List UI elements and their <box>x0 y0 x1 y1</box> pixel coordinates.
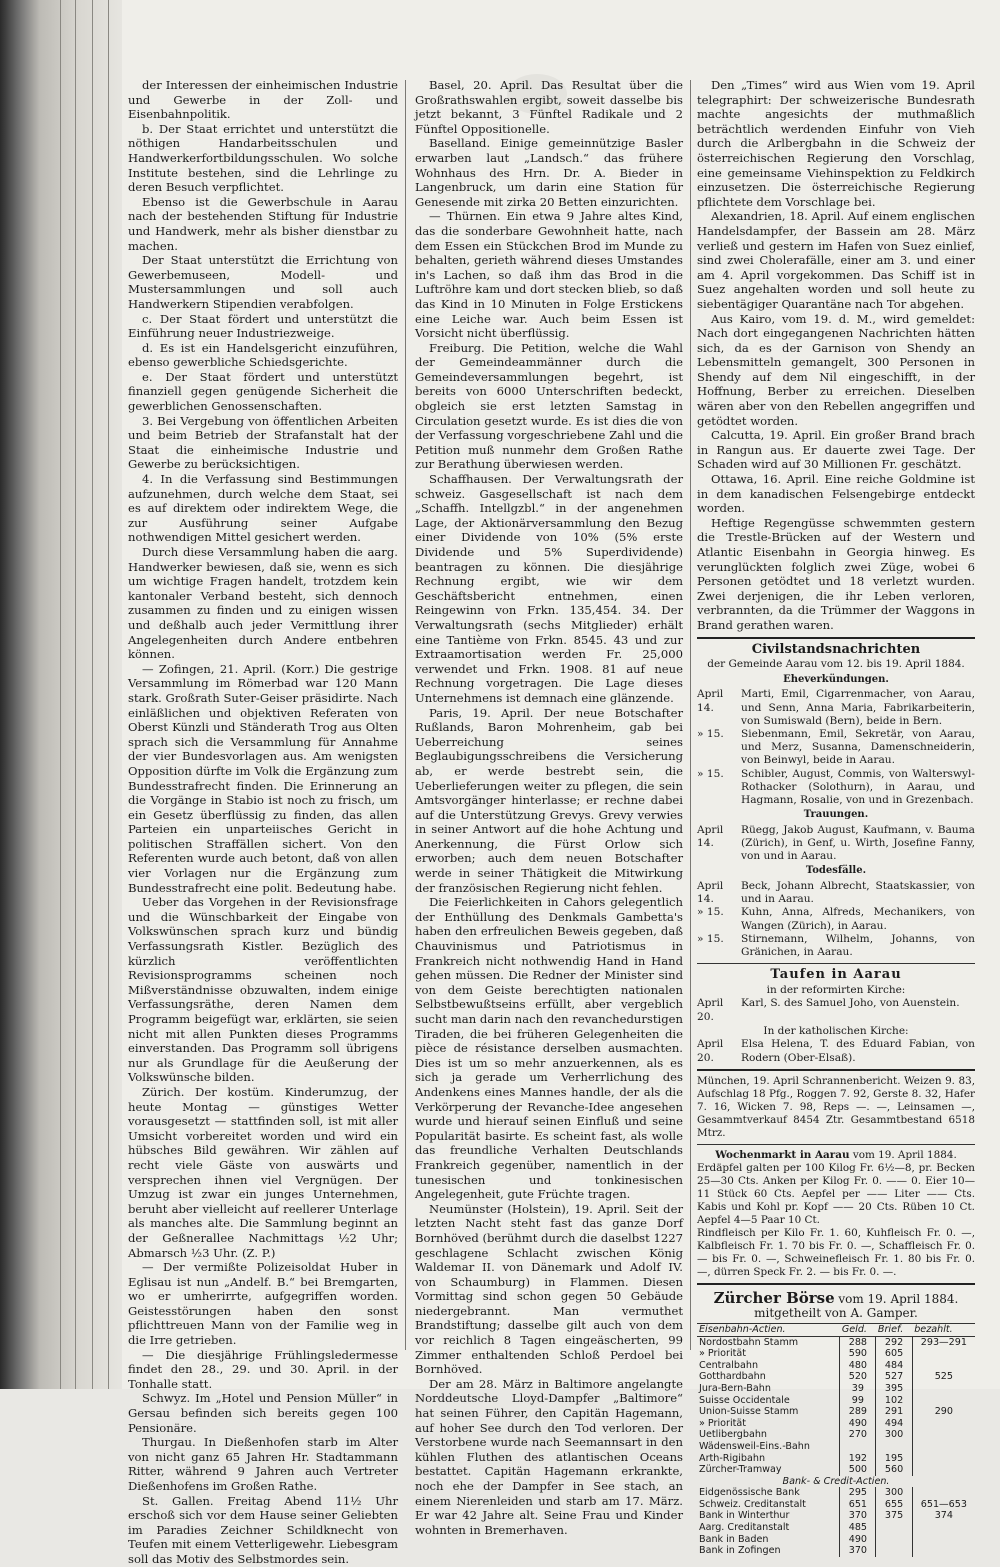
register-entry: April 14. Rüegg, Jakob August, Kaufmann, v. Bauma (Zürich), in Genf, u. Wirth, Josefine Fanny, von und in Aarau. <box>697 823 975 863</box>
table-row: Wädensweil-Eins.-Bahn <box>697 1441 975 1453</box>
article-paragraph: Aus Kairo, vom 19. d. M., wird gemeldet: Nach dort eingegangenen Nachrichten hätten sich, da es der Garnison von Shendy an Lebensmitteln gemangelt, 300 Personen in Shendy auf dem Nil eingeschifft, in der Hoffnung, Berber zu erreichen. Dieselben wären aber von den Rebellen angegriffen und getödtet worden. <box>697 311 975 428</box>
taufen-entry: April 20. Elsa Helena, T. des Eduard Fabian, von Rodern (Ober-Elsaß). <box>697 1038 975 1064</box>
divider <box>697 637 975 639</box>
wochenmarkt-text: Erdäpfel galten per 100 Kilog Fr. 6½—8, pr. Becken 25—30 Cts. Anken per Kilog Fr. 0. —— 0. Eier 10—11 Stück 60 Cts. Aepfel per —— Liter —— Cts. Kabis und Kohl pr. Kopf —— 20 Cts. Rüben 10 Ct. Aepfel 4—5 Paar 10 Ct. <box>697 1161 975 1226</box>
table-row: Gotthardbahn 520 527 525 <box>697 1371 975 1383</box>
table-row: Bank in Zofingen 370 <box>697 1545 975 1557</box>
article-paragraph: Der Staat unterstützt die Errichtung von Gewerbemuseen, Modell- und Mustersammlungen und soll auch Handwerkern Stipendien verabfolgen. <box>128 253 398 311</box>
boerse-column-header: Geld. <box>840 1323 876 1336</box>
article-paragraph: Zürich. Der kostüm. Kinderumzug, der heute Montag — günstiges Wetter vorausgesetzt — stattfinden soll, ist mit aller Umsicht vorbereitet worden und wird ein hübsches Bild gewähren. Wir zählen auf recht viele Gäste von auswärts und versprechen ihnen viel Vergnügen. Der Umzug ist zwar ein junges Unternehmen, beruht aber vielleicht auf reellerer Unterlage als manches alte. Die Sammlung beginnt an der Geßnerallee Nachmittags ½2 Uhr; Abmarsch ½3 Uhr. (Z. P.) <box>128 1084 398 1260</box>
table-row: Schweiz. Creditanstalt 651 655 651—653 <box>697 1499 975 1511</box>
table-row: » Priorität 590 605 <box>697 1348 975 1360</box>
boerse-table <box>697 1323 975 1557</box>
boerse-title: Zürcher Börse <box>713 1288 835 1307</box>
table-row: Eidgenössische Bank 295 300 <box>697 1487 975 1499</box>
wochenmarkt: Wochenmarkt in Aarau vom 19. April 1884. Erdäpfel galten per 100 Kilog Fr. 6½—8, pr. Becken 25—30 Cts. Anken per Kilog Fr. 0. —— 0. Eier 10—11 Stück 60 Cts. Aepfel per —— Liter —— Cts. Kabis und Kohl pr. Kopf —— 20 Cts. Rüben 10 Ct. Aepfel 4—5 Paar 10 Ct. Rindfleisch per Kilo Fr. 1. 60, Kuhfleisch Fr. 0. —, Kalbfleisch Fr. 1. 70 bis Fr. 0. —, Schaffleisch Fr. 0. — bis Fr. 0. —, Schweinefleisch Fr. 1. 80 bis Fr. 0. —, dürren Speck Fr. 2. — bis Fr. 0. —. <box>697 1148 975 1278</box>
article-paragraph: Alexandrien, 18. April. Auf einem englischen Handelsdampfer, der Bassein am 28. März verließ und gestern im Hafen von Suez einlief, sind zwei Cholerafälle, einer am 3. und einer am 4. April vorgekommen. Das Schiff ist in Suez angehalten worden und soll heute zu siebentägiger Quarantäne nach Tor abgehen. <box>697 209 975 311</box>
civil-title: Civilstandsnachrichten <box>751 641 921 657</box>
article-paragraph: Ottawa, 16. April. Eine reiche Goldmine ist in dem kanadischen Felsengebirge entdeckt worden. <box>697 472 975 516</box>
table-row: Centralbahn 480 484 <box>697 1360 975 1372</box>
article-paragraph: — Die diesjährige Frühlingsledermesse findet den 28., 29. und 30. April. in der Tonhalle statt. <box>128 1347 398 1391</box>
taufen-ref: in der reformirten Kirche: <box>766 983 906 996</box>
civil-subtitle: der Gemeinde Aarau vom 12. bis 19. April 1884. <box>707 658 965 671</box>
boerse-by: mitgetheilt von A. Gamper. <box>754 1306 918 1321</box>
article-paragraph: Thurgau. In Dießenhofen starb im Alter von nicht ganz 65 Jahren Hr. Stadtammann Ritter, während 9 Jahren auch Vertreter Dießenhofens im Großen Rathe. <box>128 1435 398 1493</box>
column-1 <box>128 78 398 1567</box>
article-paragraph: d. Es ist ein Handelsgericht einzuführen, ebenso gewerbliche Schiedsgerichte. <box>128 340 398 370</box>
table-row: Bank in Winterthur 370 375 374 <box>697 1510 975 1522</box>
table-row: Aarg. Creditanstalt 485 <box>697 1522 975 1534</box>
table-row: Bank in Baden 490 <box>697 1534 975 1546</box>
article-paragraph: Neumünster (Holstein), 19. April. Seit der letzten Nacht steht fast das ganze Dorf Bornhöved (berühmt durch die daselbst 1227 geschlagene Schlacht zwischen König Waldemar II. von Dänemark und Adolf IV. von Schaumburg) in Flammen. Diesen Vormittag sind schon gegen 50 Gebäude niedergebrannt. Man vermuthet Brandstiftung; dasselbe gilt auch von dem vor reichlich 8 Tagen eingeäscherten, 99 Zimmer enthaltenden Schloß Perdoel bei Bornhöved. <box>415 1201 683 1377</box>
column-rule <box>690 80 691 1350</box>
article-paragraph: Basel, 20. April. Das Resultat über die Großrathswahlen ergibt, soweit dasselbe bis jetzt bekannt, 3 Fünftel Radikale und 2 Fünftel Oppositionelle. <box>415 78 683 136</box>
boerse-column-header: Eisenbahn-Actien. <box>697 1323 840 1336</box>
table-row: Jura-Bern-Bahn 39 395 <box>697 1383 975 1395</box>
article-paragraph: Calcutta, 19. April. Ein großer Brand brach in Rangun aus. Er dauerte zwei Tage. Der Schaden wird auf 30 Millionen Fr. geschätzt. <box>697 428 975 472</box>
taufen-title: Taufen in Aarau <box>770 967 902 983</box>
eheverk-heading: Eheverkündungen. <box>783 673 889 685</box>
article-paragraph: Schwyz. Im „Hotel und Pension Müller“ in Gersau befinden sich bereits gegen 100 Pensionäre. <box>128 1391 398 1435</box>
article-paragraph: Durch diese Versammlung haben die aarg. Handwerker bewiesen, daß sie, wenn es sich um wichtige Fragen handelt, trotzdem kein kantonaler Verband besteht, sich dennoch zusammen zu finden und zu einigen wissen und deßhalb auch jeder Vermittlung ihrer Angelegenheiten durch Andere entbehren können. <box>128 545 398 662</box>
tod-heading: Todesfälle. <box>805 865 867 877</box>
table-row: » Priorität 490 494 <box>697 1418 975 1430</box>
boerse-column-header: bezahlt. <box>912 1323 975 1336</box>
article-paragraph: Den „Times“ wird aus Wien vom 19. April telegraphirt: Der schweizerische Bundesrath machte angesichts der muthmaßlich beträchtlich werdenden Einfuhr von Vieh durch die Arlbergbahn in die Schweiz der österreichischen Regierung den Vorschlag, eine gemeinsame Viehinspektion zu Feldkirch einzusetzen. Die österreichische Regierung pflichtete dem Vorschlage bei. <box>697 78 975 209</box>
wochenmarkt-text2: Rindfleisch per Kilo Fr. 1. 60, Kuhfleisch Fr. 0. —, Kalbfleisch Fr. 1. 70 bis Fr. 0. —, Schaffleisch Fr. 0. — bis Fr. 0. —, Schweinefleisch Fr. 1. 80 bis Fr. 0. —, dürren Speck Fr. 2. — bis Fr. 0. —. <box>697 1226 975 1278</box>
column-rule <box>405 80 406 1350</box>
table-row: Suisse Occidentale 99 102 <box>697 1395 975 1407</box>
register-entry: » 15. Kuhn, Anna, Alfreds, Mechanikers, von Wangen (Zürich), in Aarau. <box>697 906 975 932</box>
article-paragraph: Ueber das Vorgehen in der Revisionsfrage und die Wünschbarkeit der Eingabe von Volkswünschen sprach kurz und bündig Verfassungsrath Kistler. Bezüglich des kürzlich veröffentlichten Revisionsprogramms scheinen noch Mißverständnisse obzuwalten, indem einige Verfassungsräthe, deren Namen dem Programm beigefügt war, erklärten, sie seien nicht mit allen Punkten dieses Programms einverstanden. Das Programm soll übrigens nur als Grundlage für die Aeußerung der Volkswünsche bilden. <box>128 895 398 1085</box>
muenchen-report: München, 19. April Schrannenbericht. Weizen 9. 83, Aufschlag 18 Pfg., Roggen 7. 92, Gerste 8. 32, Hafer 7. 16, Wicken 7. 98, Reps —. —, Leinsamen —, Gesammtverkauf 8454 Ztr. Gesammtbestand 6518 Mtrz. <box>697 1074 975 1139</box>
taufen-kath: In der katholischen Kirche: <box>763 1024 909 1037</box>
boerse-section: Bank- & Credit-Actien. <box>782 1475 890 1487</box>
article-paragraph: 3. Bei Vergebung von öffentlichen Arbeiten und beim Betrieb der Strafanstalt hat der Staat die einheimische Industrie und Gewerbe zu berücksichtigen. <box>128 413 398 472</box>
newspaper-page <box>122 0 1000 1566</box>
book-gutter <box>0 0 122 1389</box>
article-paragraph: — Zofingen, 21. April. (Korr.) Die gestrige Versammlung im Römerbad war 120 Mann stark. Großrath Suter-Geiser präsidirte. Nach einläßlichen und objektiven Referaten von Oberst Künzli und Ständerath Trog aus Olten sprach sich die Versammlung für Annahme der vier Bundesvorlagen aus. Am wenigsten Opposition dürfte im Volk die Ergänzung zum Bundesstrafrecht finden. Die Erinnerung an die Vorgänge in Stabio ist noch zu frisch, um ein Gesetz überflüssig zu finden, das allen Parteien ein unparteiisches Gericht in politischen Straffällen sichert. Von den Referenten wurde auch betont, daß von allen vier Vorlagen nur die Ergänzung zum Bundesstrafrecht eine polit. Bedeutung habe. <box>128 661 398 895</box>
article-paragraph: b. Der Staat errichtet und unterstützt die nöthigen Handarbeitsschulen und Handwerkerfortbildungsschulen. Wo solche Institute bestehen, sind die Lehrlinge zu deren Besuch verpflichtet. <box>128 121 398 195</box>
article-paragraph: Baselland. Einige gemeinnützige Basler erwarben laut „Landsch.“ das frühere Wohnhaus des Hrn. Dr. A. Bieder in Langenbruck, um darin eine Station für Genesende mit zirka 20 Betten einzurichten. <box>415 136 683 209</box>
table-row: Zürcher-Tramway 500 560 <box>697 1464 975 1476</box>
register-entry: April 14. Marti, Emil, Cigarrenmacher, von Aarau, und Senn, Anna Maria, Fabrikarbeiterin, von Sumiswald (Bern), beide in Bern. <box>697 688 975 727</box>
column-2 <box>415 78 683 1537</box>
article-paragraph: Freiburg. Die Petition, welche die Wahl der Gemeindeammänner durch die Gemeindeversammlungen begehrt, ist bereits von 6000 Unterschriften bedeckt, obgleich sie erst letzten Samstag in Circulation gesetzt wurde. Es ist dies die von der Verfassung vorgeschriebene Zahl und die Petition muß nunmehr dem Großen Rathe zur Berathung überwiesen werden. <box>415 340 683 472</box>
article-paragraph: Die Feierlichkeiten in Cahors gelegentlich der Enthüllung des Denkmals Gambetta's haben den erfreulichen Beweis gegeben, daß Chauvinismus und Patriotismus in Frankreich nicht nothwendig Hand in Hand gehen müssen. Die Redner der Minister sind von dem Geiste berechtigten nationalen Selbstbewußtseins erfüllt, aber vergeblich sucht man darin nach den revanchedurstigen Tiraden, die bei früheren Gelegenheiten die pièce de résistance derselben ausmachten. Dies ist um so mehr anzuerkennen, als es sich ja gerade um Verherrlichung des Andenkens eines Mannes handle, der als die Verkörperung der Revanche-Idee angesehen wurde und hierauf seinen Einfluß und seine Popularität basirte. Es scheint fast, als wolle das freundliche Verhalten Deutschlands Frankreich gegenüber, namentlich in der tunesischen und tonkinesischen Angelegenheit, gute Früchte tragen. <box>415 895 683 1202</box>
table-row: Uetlibergbahn 270 300 <box>697 1429 975 1441</box>
article-paragraph: Heftige Regengüsse schwemmten gestern die Trestle-Brücken auf der Western und Atlantic Eisenbahn in Georgia hinweg. Es verunglückten folglich zwei Züge, wobei 6 Personen getödtet und 18 verletzt wurden. Zwei derjenigen, die ihr Leben verloren, verbrannten, da die Trümmer der Waggons in Brand gerathen waren. <box>697 515 975 632</box>
article-paragraph: — Der vermißte Polizeisoldat Huber in Eglisau ist nun „Andelf. B.“ bei Bremgarten, wo er umherirrte, aufgegriffen worden. Geistesstörungen haben den sonst pflichttreuen Mann von der Familie weg in die Irre getrieben. <box>128 1260 398 1348</box>
article-paragraph: c. Der Staat fördert und unterstützt die Einführung neuer Industriezweige. <box>128 311 398 341</box>
article-paragraph: der Interessen der einheimischen Industrie und Gewerbe in der Zoll- und Eisenbahnpolitik. <box>128 78 398 122</box>
table-row: Nordostbahn Stamm 288 292 293—291 <box>697 1336 975 1348</box>
table-row: Arth-Rigibahn 192 195 <box>697 1453 975 1465</box>
register-entry: » 15. Schibler, August, Commis, von Walterswyl-Rothacker (Solothurn), in Aarau, und Hagmann, Rosalie, von und in Grezenbach. <box>697 767 975 806</box>
register-entry: » 15. Siebenmann, Emil, Sekretär, von Aarau, und Merz, Susanna, Damenschneiderin, von Beinwyl, beide in Aarau. <box>697 727 975 767</box>
register-entry: April 14. Beck, Johann Albrecht, Staatskassier, von und in Aarau. <box>697 879 975 906</box>
boerse-column-header: Brief. <box>876 1323 912 1336</box>
civil-register <box>697 643 975 1065</box>
wochenmarkt-title: Wochenmarkt in Aarau <box>715 1148 850 1161</box>
article-paragraph: e. Der Staat fördert und unterstützt finanziell gegen genügende Sicherheit die gewerblichen Genossenschaften. <box>128 369 398 414</box>
article-paragraph: Ebenso ist die Gewerbschule in Aarau nach der bestehenden Stiftung für Industrie und Handwerk, mehr als bisher dienstbar zu machen. <box>128 194 398 253</box>
article-paragraph: — Thürnen. Ein etwa 9 Jahre altes Kind, das die sonderbare Gewohnheit hatte, nach dem Essen ein Stückchen Brod im Munde zu behalten, gerieth während dieses Umstandes in's Lachen, so daß ihm das Brod in die Luftröhre kam und dort stecken blieb, so daß das Kind in 10 Minuten in Folge Erstickens eine Leiche war. Auch beim Essen ist Vorsicht nicht überflüssig. <box>415 209 683 341</box>
column-3 <box>697 78 975 1557</box>
boerse-header: Zürcher Börse vom 19. April 1884. mitgetheilt von A. Gamper. <box>697 1291 975 1321</box>
taufen-entry: April 20. Karl, S. des Samuel Joho, von Auenstein. <box>697 997 960 1023</box>
trau-heading: Trauungen. <box>803 809 869 821</box>
article-paragraph: Schaffhausen. Der Verwaltungsrath der schweiz. Gasgesellschaft ist nach dem „Schaffh. Intellgzbl.“ in der angenehmen Lage, der Aktionärversammlung den Bezug einer Dividende von 10% (5% erste Dividende und 5% Superdividende) beantragen zu können. Die diesjährige Rechnung ergibt, wie wir dem Geschäftsbericht entnehmen, einen Reingewinn von Frkn. 135,454. 34. Der Verwaltungsrath (sechs Mitglieder) erhält eine Tantième von Frkn. 8545. 43 und zur Extraamortisation werden Fr. 25,000 verwendet und Frkn. 1908. 81 auf neue Rechnung vorgetragen. Die Lage dieses Unternehmens ist demnach eine glänzende. <box>415 472 683 705</box>
article-paragraph: Paris, 19. April. Der neue Botschafter Rußlands, Baron Mohrenheim, gab bei Ueberreichung seines Beglaubigungsschreibens die Versicherung ab, er werde bestrebt sein, die Ueberlieferungen weiter zu pflegen, die sein Amtsvorgänger hinterlasse; er rechne dabei auf die Unterstützung Grevys. Grevy verwies in seiner Antwort auf die hohe Achtung und Anerkennung, die Fürst Orlow sich erworben; auch dem neuen Botschafter werde in seiner Thätigkeit die Mitwirkung der französischen Regierung nicht fehlen. <box>415 705 683 895</box>
table-row: Union-Suisse Stamm 289 291 290 <box>697 1406 975 1418</box>
article-paragraph: Der am 28. März in Baltimore angelangte Norddeutsche Lloyd-Dampfer „Baltimore“ hat seinen Führer, den Capitän Hagemann, auf hoher See durch den Tod verloren. Der Verstorbene wurde nach Seemannsart in den kühlen Fluthen des atlantischen Oceans bestattet. Capitän Hagemann erkrankte, noch ehe der Dampfer in See stach, an einem Nierenleiden und starb am 17. März. Er war 42 Jahre alt. Seine Frau und Kinder wohnten in Bremerhaven. <box>415 1376 683 1537</box>
article-paragraph: St. Gallen. Freitag Abend 11½ Uhr erschoß sich vor dem Hause seiner Geliebten im Paradies Zeichner Schildknecht von Teufen mit einem Vetterligewehr. Liebesgram soll das Motiv des Selbstmordes sein. <box>128 1493 398 1566</box>
article-paragraph: 4. In die Verfassung sind Bestimmungen aufzunehmen, durch welche dem Staat, sei es auf direktem oder indirektem Wege, die zur Ausführung seiner Aufgabe nothwendigen Mittel gesichert werden. <box>128 472 398 545</box>
register-entry: » 15. Stirnemann, Wilhelm, Johanns, von Gränichen, in Aarau. <box>697 932 975 958</box>
